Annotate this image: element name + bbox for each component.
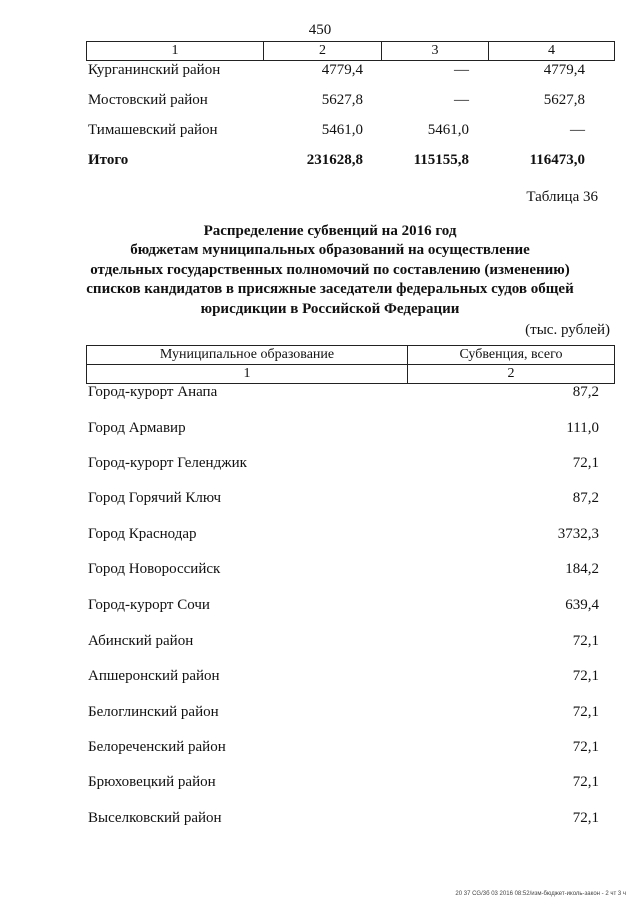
row-name: Мостовский район	[88, 92, 208, 108]
table1-total-row	[86, 152, 613, 174]
row-col3: —	[454, 62, 469, 78]
table2-header-numbers	[86, 364, 615, 384]
table2-header-num2: 2	[507, 366, 515, 381]
table2-header-num1: 1	[87, 365, 408, 383]
table1-row	[86, 62, 613, 84]
table2-row	[86, 633, 613, 655]
title-line: юрисдикции в Российской Федерации	[200, 300, 460, 317]
table2-row	[86, 668, 613, 690]
table2-row	[86, 561, 613, 583]
row-name: Город-курорт Анапа	[88, 384, 218, 400]
row-value: 72,1	[572, 455, 599, 471]
row-col4: 5627,8	[543, 92, 585, 108]
row-name: Курганинский район	[88, 62, 221, 78]
table2-row	[86, 774, 613, 796]
row-col4: —	[570, 122, 585, 138]
row-col2: 4779,4	[321, 62, 363, 78]
print-footer: 20 37 CG/3б 03 2016 08:52/изм-бюджет-иколь-закон - 2 чт 3 ч	[455, 891, 626, 897]
row-value: 72,1	[572, 774, 599, 790]
row-value: 72,1	[572, 668, 599, 684]
table2-row	[86, 739, 613, 761]
row-value: 72,1	[572, 739, 599, 755]
row-col2: 5461,0	[321, 122, 363, 138]
title-line: бюджетам муниципальных образований на осуществление	[130, 242, 530, 259]
row-name: Город Новороссийск	[88, 561, 221, 577]
table1-header-col3: 3	[382, 42, 489, 60]
title-line: Распределение субвенций на 2016 год	[203, 223, 457, 239]
row-name: Белореченский район	[88, 739, 226, 755]
row-value: 72,1	[572, 810, 599, 826]
table-title	[60, 222, 600, 319]
row-name: Город-курорт Сочи	[88, 597, 210, 613]
title-line: отдельных государственных полномочий по составлению (изменению)	[90, 261, 570, 278]
total-col3: 115155,8	[413, 152, 469, 168]
table2-row	[86, 597, 613, 619]
row-name: Тимашевский район	[88, 122, 218, 138]
row-value: 639,4	[565, 597, 599, 613]
row-name: Выселковский район	[88, 810, 222, 826]
row-value: 111,0	[566, 420, 599, 436]
table2-row	[86, 420, 613, 442]
table2-header	[86, 345, 615, 365]
table1-header-col2: 2	[264, 42, 382, 60]
row-col2: 5627,8	[321, 92, 363, 108]
row-name: Апшеронский район	[88, 668, 220, 684]
table-label: Таблица 36	[526, 189, 598, 205]
table2-row	[86, 704, 613, 726]
row-name: Город-курорт Геленджик	[88, 455, 247, 471]
row-value: 72,1	[572, 704, 599, 720]
title-line: списков кандидатов в присяжные заседатели федеральных судов общей	[86, 281, 574, 298]
table2-row	[86, 490, 613, 512]
row-col3: 5461,0	[427, 122, 469, 138]
row-value: 87,2	[572, 384, 599, 400]
table1-row	[86, 122, 613, 144]
row-value: 184,2	[565, 561, 599, 577]
table2-header-col1: Муниципальное образование	[87, 346, 408, 364]
total-col2: 231628,8	[306, 152, 363, 168]
total-col4: 116473,0	[529, 152, 585, 168]
row-value: 3732,3	[557, 526, 599, 542]
table2-row	[86, 384, 613, 406]
row-name: Брюховецкий район	[88, 774, 216, 790]
row-name: Город Горячий Ключ	[88, 490, 222, 506]
table1-header-col4: 4	[548, 43, 555, 58]
table1-row	[86, 92, 613, 114]
units-label: (тыс. рублей)	[525, 322, 610, 338]
row-name: Город Краснодар	[88, 526, 197, 542]
row-name: Белоглинский район	[88, 704, 219, 720]
table2-row	[86, 810, 613, 832]
row-name: Абинский район	[88, 633, 194, 649]
table1-header-col1: 1	[87, 42, 264, 60]
table2-row	[86, 455, 613, 477]
page-number: 450	[308, 22, 332, 38]
row-value: 72,1	[572, 633, 599, 649]
row-col4: 4779,4	[543, 62, 585, 78]
table2-header-col2: Субвенция, всего	[459, 347, 563, 362]
table1-header	[86, 41, 615, 61]
table2-row	[86, 526, 613, 548]
total-label: Итого	[88, 152, 129, 168]
row-value: 87,2	[572, 490, 599, 506]
row-col3: —	[454, 92, 469, 108]
row-name: Город Армавир	[88, 420, 186, 436]
